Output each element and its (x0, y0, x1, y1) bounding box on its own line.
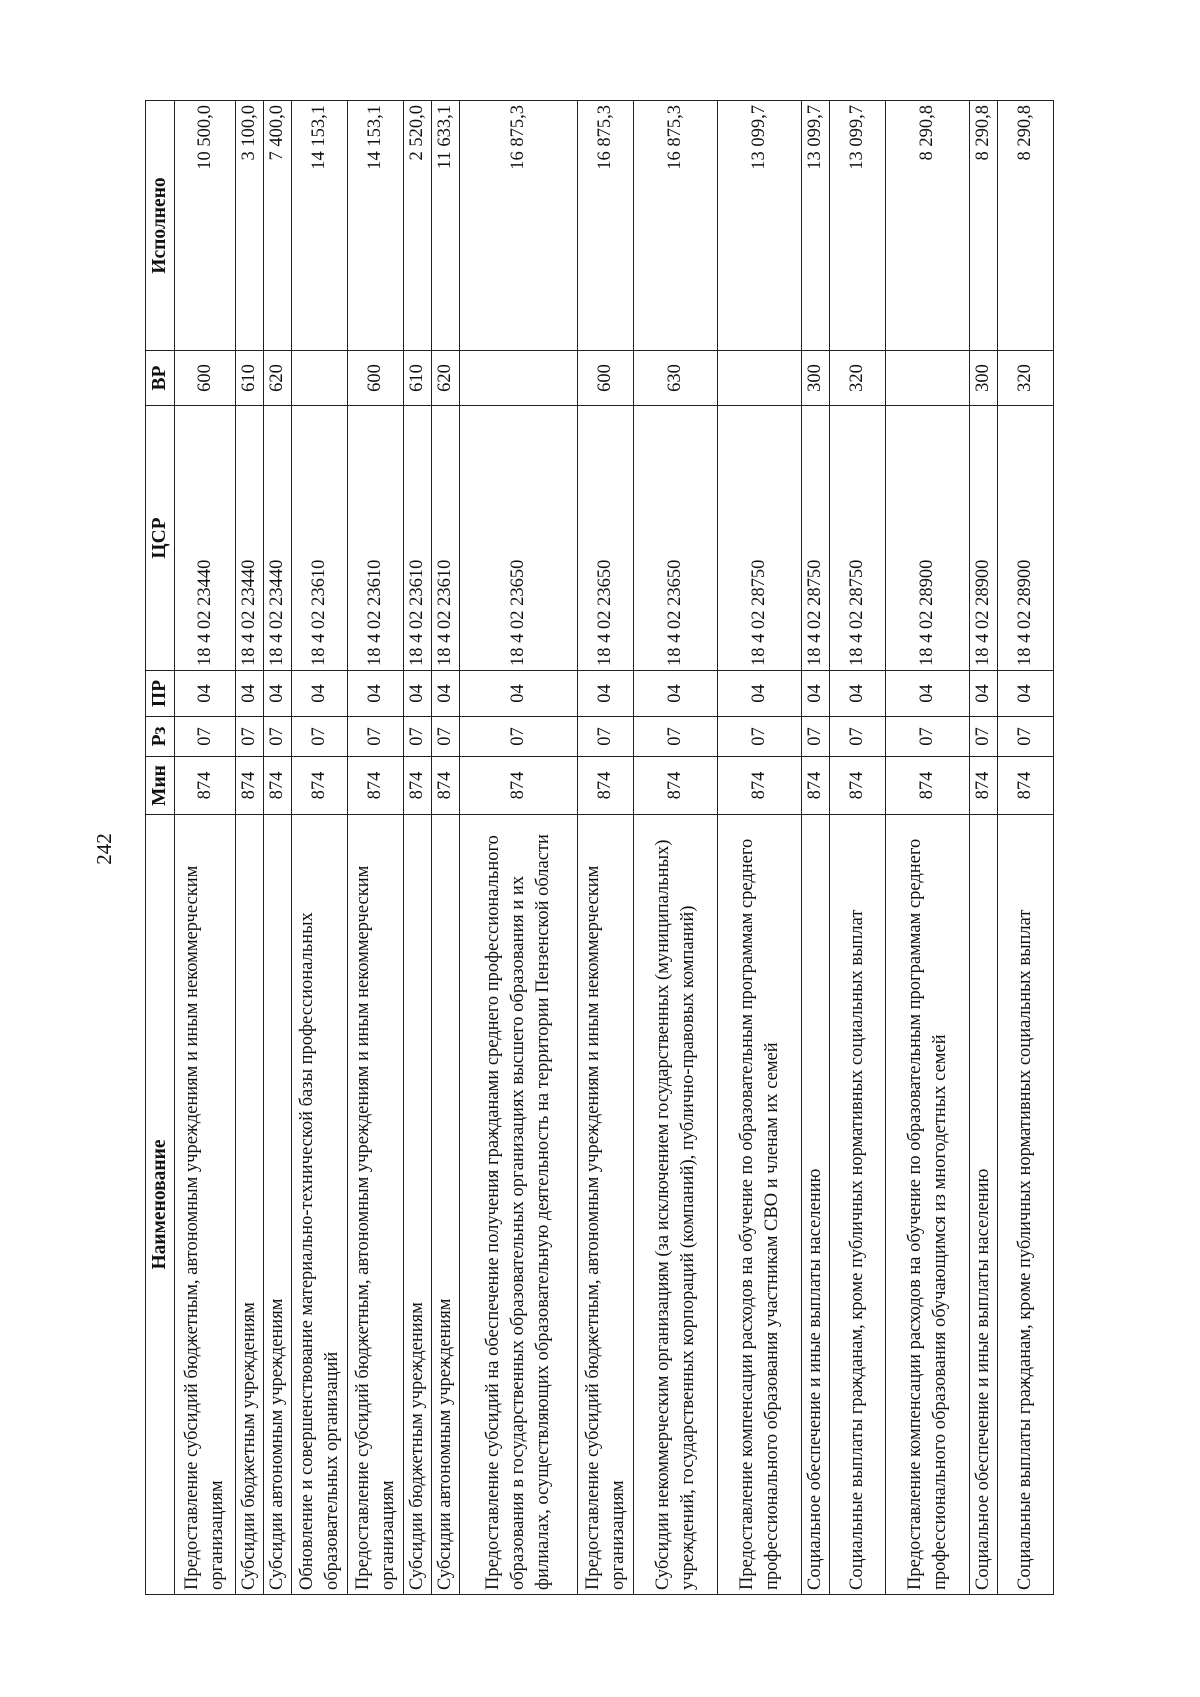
cell-min: 874 (886, 757, 970, 815)
cell-vr: 620 (264, 351, 292, 406)
header-min: Мин (146, 757, 175, 815)
cell-min: 874 (175, 757, 236, 815)
page-number: 242 (92, 833, 116, 865)
header-csr: ЦСР (146, 406, 175, 671)
table-row (998, 101, 1054, 1595)
cell-name: Социальное обеспечение и иные выплаты населению (802, 815, 830, 1595)
cell-vr (460, 351, 578, 406)
cell-name: Предоставление субсидий бюджетным, автономным учреждениям и иным некоммерческим организациям (175, 815, 236, 1595)
cell-pr: 04 (236, 671, 264, 717)
cell-name: Субсидии бюджетным учреждениям (404, 815, 432, 1595)
table-row (404, 101, 432, 1595)
cell-vr: 610 (236, 351, 264, 406)
cell-vr: 300 (970, 351, 998, 406)
cell-pr: 04 (460, 671, 578, 717)
cell-csr: 18 4 02 23440 (175, 406, 236, 671)
cell-ispl: 16 875,3 (460, 101, 578, 351)
table-row (578, 101, 634, 1595)
table-row (432, 101, 460, 1595)
cell-pr: 04 (830, 671, 886, 717)
budget-table (145, 100, 1054, 1595)
cell-name: Предоставление компенсации расходов на обучение по образовательным программам среднего профессионального образования обучающимся из многодетных семей (886, 815, 970, 1595)
cell-rz: 07 (404, 717, 432, 757)
rotated-table-wrapper (145, 101, 1053, 1595)
cell-ispl: 16 875,3 (578, 101, 634, 351)
cell-vr: 600 (348, 351, 404, 406)
cell-vr: 600 (175, 351, 236, 406)
cell-name: Субсидии бюджетным учреждениям (236, 815, 264, 1595)
cell-csr: 18 4 02 23650 (634, 406, 718, 671)
cell-min: 874 (348, 757, 404, 815)
cell-pr: 04 (718, 671, 802, 717)
cell-vr (718, 351, 802, 406)
cell-pr: 04 (264, 671, 292, 717)
cell-ispl: 16 875,3 (634, 101, 718, 351)
cell-vr: 630 (634, 351, 718, 406)
cell-name: Предоставление субсидий на обеспечение получения гражданами среднего профессионального образования в государственных образовательных организациях высшего образования и их филиалах, осуществляющих образовательную деятельность на территории Пензенской области (460, 815, 578, 1595)
cell-rz: 07 (830, 717, 886, 757)
cell-min: 874 (998, 757, 1054, 815)
cell-name: Социальные выплаты гражданам, кроме публичных нормативных социальных выплат (830, 815, 886, 1595)
table-row (175, 101, 236, 1595)
cell-pr: 04 (998, 671, 1054, 717)
cell-name: Субсидии автономным учреждениям (432, 815, 460, 1595)
cell-csr: 18 4 02 23610 (404, 406, 432, 671)
cell-vr: 320 (830, 351, 886, 406)
cell-csr: 18 4 02 23610 (432, 406, 460, 671)
table-header-row (146, 101, 175, 1595)
cell-csr: 18 4 02 23650 (578, 406, 634, 671)
cell-pr: 04 (578, 671, 634, 717)
cell-csr: 18 4 02 28750 (830, 406, 886, 671)
cell-rz: 07 (718, 717, 802, 757)
cell-name: Предоставление субсидий бюджетным, автономным учреждениям и иным некоммерческим организациям (348, 815, 404, 1595)
cell-csr: 18 4 02 28900 (998, 406, 1054, 671)
cell-min: 874 (802, 757, 830, 815)
cell-ispl: 2 520,0 (404, 101, 432, 351)
cell-ispl: 14 153,1 (348, 101, 404, 351)
header-pr: ПР (146, 671, 175, 717)
cell-pr: 04 (432, 671, 460, 717)
header-rz: Рз (146, 717, 175, 757)
cell-min: 874 (970, 757, 998, 815)
cell-rz: 07 (264, 717, 292, 757)
cell-min: 874 (404, 757, 432, 815)
table-row (634, 101, 718, 1595)
cell-vr: 320 (998, 351, 1054, 406)
cell-rz: 07 (236, 717, 264, 757)
table-row (264, 101, 292, 1595)
cell-rz: 07 (175, 717, 236, 757)
cell-rz: 07 (802, 717, 830, 757)
table-row (718, 101, 802, 1595)
cell-min: 874 (292, 757, 348, 815)
cell-rz: 07 (970, 717, 998, 757)
cell-pr: 04 (292, 671, 348, 717)
cell-rz: 07 (460, 717, 578, 757)
cell-csr: 18 4 02 28900 (886, 406, 970, 671)
cell-ispl: 8 290,8 (970, 101, 998, 351)
cell-ispl: 13 099,7 (718, 101, 802, 351)
cell-pr: 04 (886, 671, 970, 717)
cell-name: Субсидии некоммерческим организациям (за исключением государственных (муниципальных) учреждений, государственных корпораций (компаний), публично-правовых компаний) (634, 815, 718, 1595)
cell-min: 874 (634, 757, 718, 815)
cell-name: Предоставление компенсации расходов на обучение по образовательным программам среднего профессионального образования участникам СВО и членам их семей (718, 815, 802, 1595)
cell-min: 874 (578, 757, 634, 815)
cell-min: 874 (236, 757, 264, 815)
cell-pr: 04 (348, 671, 404, 717)
cell-ispl: 8 290,8 (998, 101, 1054, 351)
cell-csr: 18 4 02 23650 (460, 406, 578, 671)
cell-rz: 07 (292, 717, 348, 757)
table-row (348, 101, 404, 1595)
cell-min: 874 (830, 757, 886, 815)
table-row (886, 101, 970, 1595)
cell-pr: 04 (404, 671, 432, 717)
cell-csr: 18 4 02 23610 (348, 406, 404, 671)
cell-csr: 18 4 02 28750 (802, 406, 830, 671)
cell-rz: 07 (432, 717, 460, 757)
table-row (236, 101, 264, 1595)
cell-rz: 07 (998, 717, 1054, 757)
cell-csr: 18 4 02 28900 (970, 406, 998, 671)
cell-min: 874 (432, 757, 460, 815)
cell-rz: 07 (886, 717, 970, 757)
header-vr: ВР (146, 351, 175, 406)
cell-csr: 18 4 02 23440 (236, 406, 264, 671)
cell-rz: 07 (634, 717, 718, 757)
cell-name: Предоставление субсидий бюджетным, автономным учреждениям и иным некоммерческим организациям (578, 815, 634, 1595)
cell-csr: 18 4 02 23610 (292, 406, 348, 671)
cell-ispl: 8 290,8 (886, 101, 970, 351)
cell-vr (292, 351, 348, 406)
cell-pr: 04 (175, 671, 236, 717)
cell-vr: 610 (404, 351, 432, 406)
cell-ispl: 14 153,1 (292, 101, 348, 351)
cell-csr: 18 4 02 23440 (264, 406, 292, 671)
cell-name: Субсидии автономным учреждениям (264, 815, 292, 1595)
cell-csr: 18 4 02 28750 (718, 406, 802, 671)
header-ispl: Исполнено (146, 101, 175, 351)
cell-ispl: 10 500,0 (175, 101, 236, 351)
cell-rz: 07 (578, 717, 634, 757)
cell-vr: 600 (578, 351, 634, 406)
cell-vr: 620 (432, 351, 460, 406)
table-row (830, 101, 886, 1595)
cell-min: 874 (460, 757, 578, 815)
cell-vr: 300 (802, 351, 830, 406)
cell-name: Социальное обеспечение и иные выплаты населению (970, 815, 998, 1595)
table-row (802, 101, 830, 1595)
cell-pr: 04 (970, 671, 998, 717)
cell-ispl: 3 100,0 (236, 101, 264, 351)
cell-pr: 04 (802, 671, 830, 717)
header-name: Наименование (146, 815, 175, 1595)
cell-pr: 04 (634, 671, 718, 717)
cell-ispl: 13 099,7 (802, 101, 830, 351)
table-row (970, 101, 998, 1595)
cell-ispl: 13 099,7 (830, 101, 886, 351)
cell-name: Социальные выплаты гражданам, кроме публичных нормативных социальных выплат (998, 815, 1054, 1595)
cell-rz: 07 (348, 717, 404, 757)
cell-name: Обновление и совершенствование материально-технической базы профессиональных образовательных организаций (292, 815, 348, 1595)
cell-ispl: 11 633,1 (432, 101, 460, 351)
table-row (292, 101, 348, 1595)
cell-min: 874 (264, 757, 292, 815)
table-row (460, 101, 578, 1595)
cell-min: 874 (718, 757, 802, 815)
cell-vr (886, 351, 970, 406)
cell-ispl: 7 400,0 (264, 101, 292, 351)
